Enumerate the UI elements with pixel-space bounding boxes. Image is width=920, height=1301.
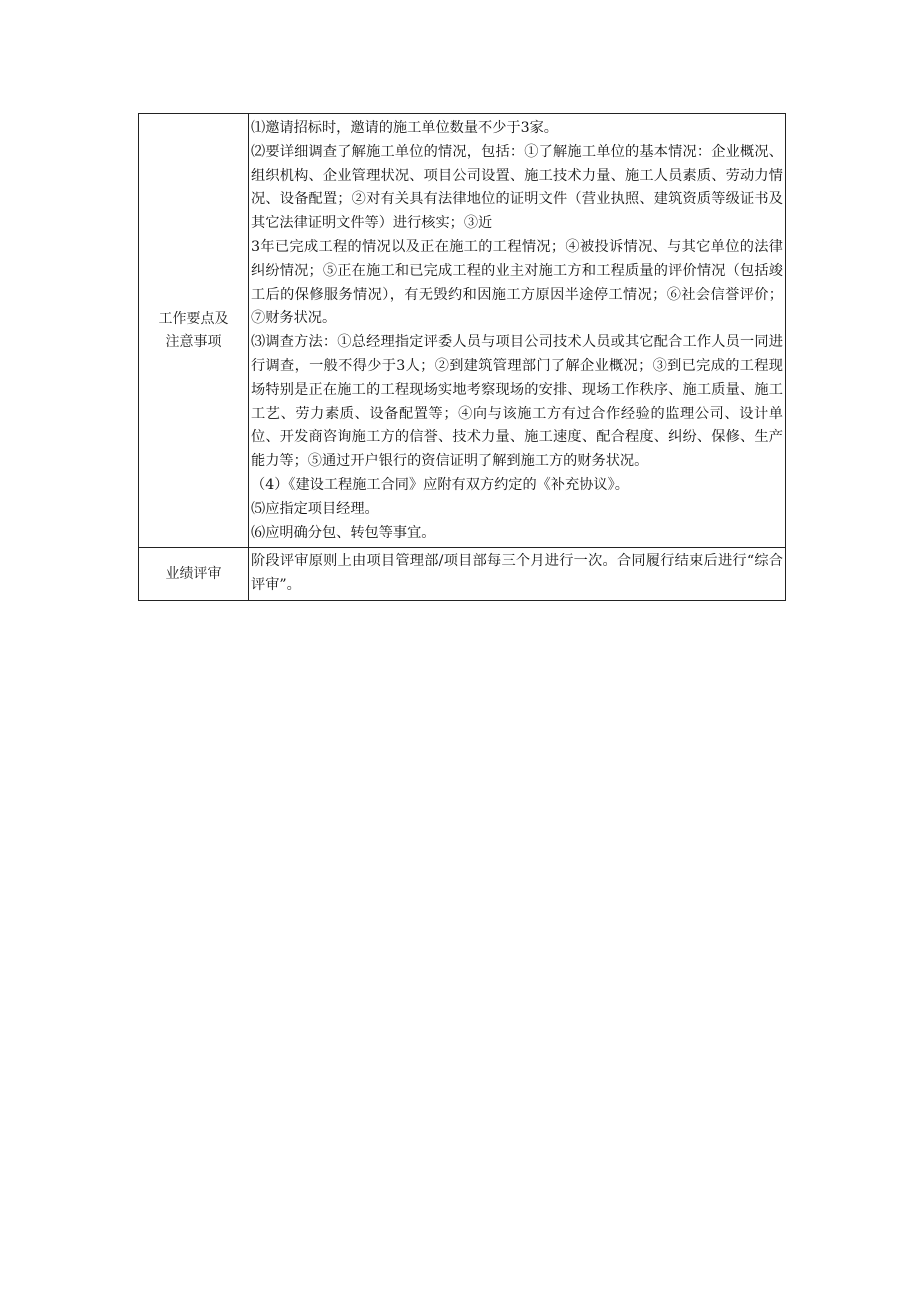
row-label-line: 业绩评审 — [165, 565, 222, 582]
row-label-cell — [139, 114, 249, 548]
content-paragraph-4: ⑶调查方法：①总经理指定评委人员与项目公司技术人员或其它配合工作人员一同进行调查，一般不得少于3人；②到建筑管理部门了解企业概况；③到已完成的工程现场特别是正在施工的工程现场实地考察现场的安排、现场工作秩序、施工质量、施工工艺、劳力素质、设备配置等；④向与该施工方有过合作经验的监理公司、设计单位、开发商咨询施工方的信誉、技术力量、施工速度、配合程度、纠纷、保修、生产能力等；⑤通过开户银行的资信证明了解到施工方的财务状况。 — [251, 334, 783, 470]
content-paragraph-review: 阶段评审原则上由项目管理部/项目部每三个月进行一次。合同履行结束后进行“综合评审”。 — [251, 553, 783, 594]
content-paragraph-3: 3年已完成工程的情况以及正在施工的工程情况；④被投诉情况、与其它单位的法律纠纷情况；⑤正在施工和已完成工程的业主对施工方和工程质量的评价情况（包括竣工后的保修服务情况），有无毁约和因施工方原因半途停工情况；⑥社会信誉评价；⑦财务状况。 — [251, 238, 783, 327]
table-row-performance-review — [139, 548, 786, 601]
row-label-cell — [139, 548, 249, 601]
content-paragraph-5: （4）《建设工程施工合同》应附有双方约定的《补充协议》。 — [251, 476, 629, 493]
requirements-table — [138, 113, 786, 601]
content-paragraph-1: ⑴邀请招标时，邀请的施工单位数量不少于3家。 — [251, 120, 558, 136]
content-paragraph-2: ⑵要详细调查了解施工单位的情况，包括：①了解施工单位的基本情况：企业概况、组织机构、企业管理状况、项目公司设置、施工技术力量、施工人员素质、劳动力情况、设备配置；②对有关具有法律地位的证明文件（营业执照、建筑资质等级证书及其它法律证明文件等）进行核实；③近 — [251, 143, 783, 232]
row-content-cell — [249, 548, 786, 601]
table-row-work-points — [139, 114, 786, 548]
row-label-line: 工作要点及 — [158, 310, 229, 327]
content-paragraph-6: ⑸应指定项目经理。 — [251, 500, 379, 517]
row-label-line: 注意事项 — [165, 333, 222, 350]
row-content-cell — [249, 114, 786, 548]
content-paragraph-7: ⑹应明确分包、转包等事宜。 — [251, 524, 436, 541]
